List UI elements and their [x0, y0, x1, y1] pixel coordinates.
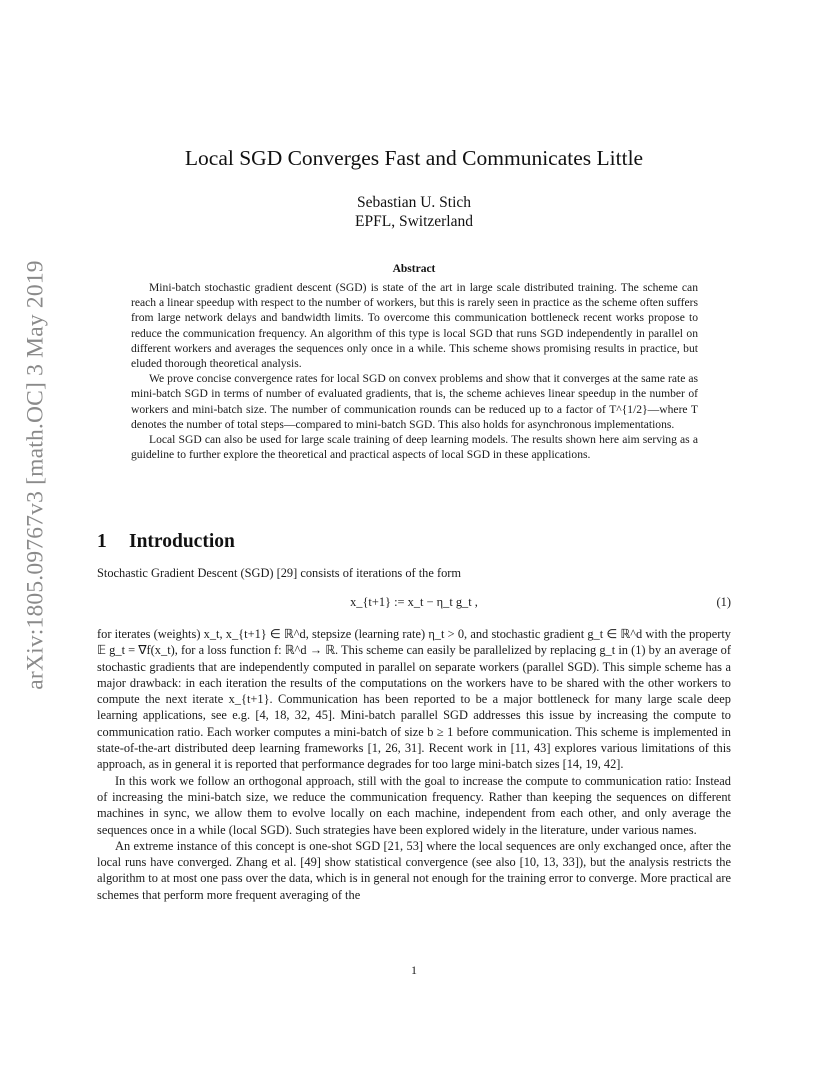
abstract-paragraph: We prove concise convergence rates for local SGD on convex problems and show that it converges at the same rate as mini-batch SGD in terms of number of evaluated gradients, that is, the scheme achieves linear speedup in the number of workers and mini-batch size. The number of communication rounds can be reduced up to a factor of T^{1/2}—where T denotes the number of total steps—compared to mini-batch SGD. This also holds for asynchronous implementations. — [131, 372, 698, 431]
body-paragraph: for iterates (weights) x_t, x_{t+1} ∈ ℝ^d, stepsize (learning rate) η_t > 0, and stochastic gradient g_t ∈ ℝ^d with the property 𝔼 g_t = ∇f(x_t), for a loss function f: ℝ^d → ℝ. This scheme can easily be parallelized by replacing g_t in (1) by an average of stochastic gradients that are independently computed in parallel on separate workers (parallel SGD). This simple scheme has a major drawback: in each iteration the results of the computations on the workers have to be shared with the other workers to compute the next iterate x_{t+1}. Communication has been reported to be a major bottleneck for many large scale deep learning applications, see e.g. [4, 18, 32, 45]. Mini-batch parallel SGD addresses this issue by increasing the compute to communication ratio. Each worker computes a mini-batch of size b ≥ 1 before communication. This scheme is implemented in state-of-the-art distributed deep learning frameworks [1, 26, 31]. Recent work in [11, 43] explores various limitations of this approach, as in general it is reported that performance degrades for too large mini-batch sizes [14, 19, 42]. — [97, 627, 731, 772]
author-name: Sebastian U. Stich — [356, 194, 472, 211]
equation-expression: x_{t+1} := x_t − η_t g_t , — [350, 595, 478, 609]
intro-lead-sentence: Stochastic Gradient Descent (SGD) [29] consists of iterations of the form — [97, 566, 462, 580]
body-paragraph: An extreme instance of this concept is one-shot SGD [21, 53] where the local sequences are only exchanged once, after the local runs have converged. Zhang et al. [49] show statistical convergence (see also [10, 13, 33]), but the analysis restricts the algorithm to at most one pass over the data, which is in general not enough for the training error to converge. More practical are schemes that perform more frequent averaging of the — [97, 838, 731, 902]
arxiv-sidebar — [19, 260, 53, 690]
author-block — [0, 193, 828, 231]
abstract-heading: Abstract — [392, 263, 436, 275]
body-paragraph: In this work we follow an orthogonal approach, still with the goal to increase the compute to communication ratio: Instead of increasing the mini-batch size, we reduce the communication frequency. Rather than keeping the sequences on different machines in sync, we allow them to evolve locally on each machine, independent from each other, and only average the sequences once in a while (local SGD). Such strategies have been explored widely in the literature, under various names. — [97, 773, 731, 837]
introduction-body — [97, 626, 731, 903]
arxiv-identifier: arXiv:1805.09767v3 [math.OC] 3 May 2019 — [22, 260, 49, 690]
equation-1 — [97, 595, 731, 615]
author-affiliation: EPFL, Switzerland — [355, 213, 473, 230]
section-title: Introduction — [129, 531, 235, 552]
page-number: 1 — [411, 963, 417, 977]
section-heading — [97, 531, 235, 553]
equation-number: (1) — [716, 595, 731, 609]
abstract-paragraph: Mini-batch stochastic gradient descent (SGD) is state of the art in large scale distributed training. The scheme can reach a linear speedup with respect to the number of workers, but this is rarely seen in practice as the scheme often suffers from large network delays and bandwidth limits. To overcome this communication bottleneck recent works propose to reduce the communication frequency. An algorithm of this type is local SGD that runs SGD independently in parallel on different workers and averages the sequences only once in a while. This scheme shows promising results in practice, but eluded thorough theoretical analysis. — [131, 281, 698, 371]
abstract-body — [131, 280, 698, 462]
paper-title: Local SGD Converges Fast and Communicates Little — [184, 146, 644, 170]
section-number: 1 — [97, 531, 107, 552]
abstract-paragraph: Local SGD can also be used for large scale training of deep learning models. The results shown here aim serving as a guideline to further explore the theoretical and practical aspects of local SGD in these applications. — [131, 433, 698, 462]
